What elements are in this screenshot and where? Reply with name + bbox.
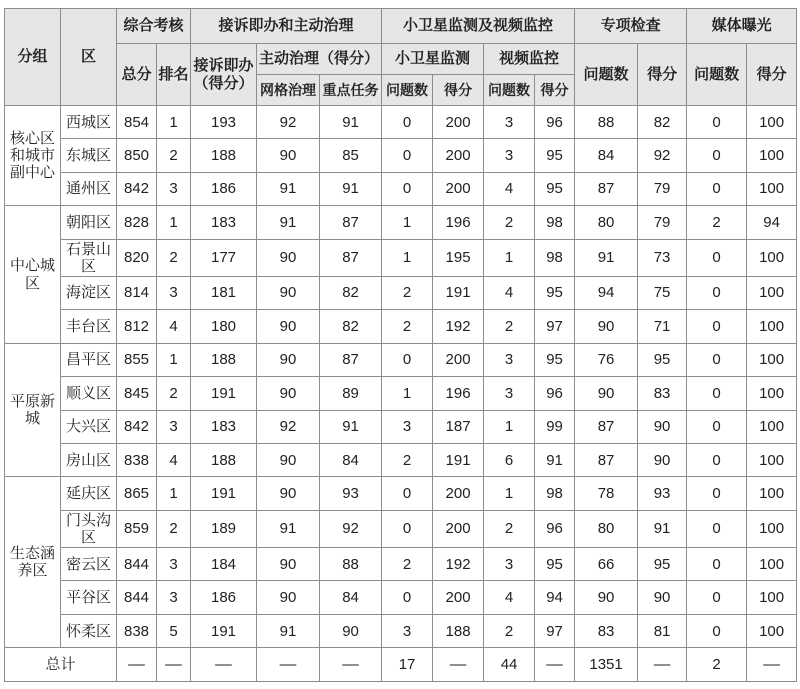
response-score-cell: 183 [191, 206, 257, 239]
special-problems-cell: 91 [575, 239, 638, 276]
grid-governance-cell: 90 [257, 444, 320, 477]
total-cell: –– [638, 648, 687, 682]
header-video-problems: 问题数 [484, 75, 535, 106]
rank-cell: 4 [157, 310, 191, 343]
media-problems-cell: 0 [687, 377, 747, 410]
rank-cell: 3 [157, 548, 191, 581]
video-problems-cell: 3 [484, 139, 535, 172]
grid-governance-cell: 92 [257, 410, 320, 443]
rank-cell: 1 [157, 477, 191, 510]
header-satellite-problems: 问题数 [382, 75, 433, 106]
total-score-cell: 838 [117, 614, 157, 647]
key-tasks-cell: 87 [320, 206, 382, 239]
district-cell: 大兴区 [61, 410, 117, 443]
table-row [5, 239, 797, 276]
special-problems-cell: 80 [575, 510, 638, 547]
media-score-cell: 100 [747, 310, 797, 343]
satellite-problems-cell: 2 [382, 276, 433, 309]
total-score-cell: 828 [117, 206, 157, 239]
district-cell: 顺义区 [61, 377, 117, 410]
total-score-cell: 855 [117, 343, 157, 376]
media-score-cell: 100 [747, 343, 797, 376]
special-score-cell: 83 [638, 377, 687, 410]
district-cell: 西城区 [61, 106, 117, 139]
satellite-score-cell: 187 [433, 410, 484, 443]
response-score-cell: 184 [191, 548, 257, 581]
grid-governance-cell: 90 [257, 310, 320, 343]
special-score-cell: 79 [638, 172, 687, 205]
header-video-score: 得分 [535, 75, 575, 106]
special-problems-cell: 83 [575, 614, 638, 647]
grid-governance-cell: 90 [257, 276, 320, 309]
key-tasks-cell: 84 [320, 444, 382, 477]
header-key-tasks: 重点任务 [320, 75, 382, 106]
total-cell: –– [747, 648, 797, 682]
grid-governance-cell: 90 [257, 581, 320, 614]
media-problems-cell: 0 [687, 310, 747, 343]
special-problems-cell: 90 [575, 377, 638, 410]
table-body [5, 106, 797, 682]
satellite-problems-cell: 3 [382, 614, 433, 647]
district-cell: 朝阳区 [61, 206, 117, 239]
media-score-cell: 100 [747, 172, 797, 205]
special-score-cell: 71 [638, 310, 687, 343]
group-cell: 中心城区 [5, 206, 61, 343]
rank-cell: 3 [157, 276, 191, 309]
total-score-cell: 865 [117, 477, 157, 510]
rank-cell: 1 [157, 106, 191, 139]
media-score-cell: 100 [747, 410, 797, 443]
district-cell: 海淀区 [61, 276, 117, 309]
media-score-cell: 100 [747, 106, 797, 139]
header-special-check: 专项检查 [575, 9, 687, 44]
satellite-problems-cell: 0 [382, 581, 433, 614]
total-row [5, 648, 797, 682]
total-cell: –– [157, 648, 191, 682]
key-tasks-cell: 92 [320, 510, 382, 547]
district-cell: 平谷区 [61, 581, 117, 614]
media-problems-cell: 0 [687, 410, 747, 443]
video-problems-cell: 6 [484, 444, 535, 477]
special-score-cell: 91 [638, 510, 687, 547]
district-cell: 东城区 [61, 139, 117, 172]
special-problems-cell: 90 [575, 581, 638, 614]
key-tasks-cell: 87 [320, 343, 382, 376]
rank-cell: 3 [157, 581, 191, 614]
header-comprehensive: 综合考核 [117, 9, 191, 44]
special-problems-cell: 78 [575, 477, 638, 510]
response-score-cell: 181 [191, 276, 257, 309]
response-score-cell: 186 [191, 581, 257, 614]
special-score-cell: 79 [638, 206, 687, 239]
total-cell: 1351 [575, 648, 638, 682]
total-cell: –– [433, 648, 484, 682]
media-score-cell: 94 [747, 206, 797, 239]
header-satellite: 小卫星监测 [382, 44, 484, 75]
satellite-score-cell: 200 [433, 106, 484, 139]
header-total-score: 总分 [117, 44, 157, 106]
video-score-cell: 98 [535, 206, 575, 239]
header-media-problems: 问题数 [687, 44, 747, 106]
grid-governance-cell: 90 [257, 139, 320, 172]
video-problems-cell: 1 [484, 410, 535, 443]
district-cell: 房山区 [61, 444, 117, 477]
media-problems-cell: 0 [687, 581, 747, 614]
rank-cell: 2 [157, 239, 191, 276]
video-score-cell: 96 [535, 510, 575, 547]
media-score-cell: 100 [747, 444, 797, 477]
special-score-cell: 95 [638, 548, 687, 581]
video-problems-cell: 4 [484, 581, 535, 614]
district-cell: 怀柔区 [61, 614, 117, 647]
total-cell: –– [257, 648, 320, 682]
video-problems-cell: 3 [484, 377, 535, 410]
header-response-governance: 接诉即办和主动治理 [191, 9, 382, 44]
rank-cell: 5 [157, 614, 191, 647]
header-video: 视频监控 [484, 44, 575, 75]
media-score-cell: 100 [747, 510, 797, 547]
table-row [5, 581, 797, 614]
special-score-cell: 75 [638, 276, 687, 309]
district-cell: 通州区 [61, 172, 117, 205]
grid-governance-cell: 91 [257, 510, 320, 547]
media-score-cell: 100 [747, 477, 797, 510]
header-active-governance: 主动治理（得分） [257, 44, 382, 75]
satellite-score-cell: 195 [433, 239, 484, 276]
media-score-cell: 100 [747, 139, 797, 172]
table-header [5, 9, 797, 106]
media-score-cell: 100 [747, 276, 797, 309]
video-problems-cell: 2 [484, 310, 535, 343]
response-score-cell: 188 [191, 139, 257, 172]
video-problems-cell: 4 [484, 172, 535, 205]
key-tasks-cell: 82 [320, 310, 382, 343]
video-score-cell: 91 [535, 444, 575, 477]
response-score-cell: 191 [191, 377, 257, 410]
table-row [5, 614, 797, 647]
key-tasks-cell: 84 [320, 581, 382, 614]
special-problems-cell: 88 [575, 106, 638, 139]
video-score-cell: 94 [535, 581, 575, 614]
media-problems-cell: 0 [687, 444, 747, 477]
video-problems-cell: 1 [484, 239, 535, 276]
special-score-cell: 81 [638, 614, 687, 647]
header-grid-governance: 网格治理 [257, 75, 320, 106]
header-district: 区 [61, 9, 117, 106]
grid-governance-cell: 90 [257, 239, 320, 276]
video-problems-cell: 1 [484, 477, 535, 510]
response-score-cell: 188 [191, 343, 257, 376]
total-score-cell: 838 [117, 444, 157, 477]
header-response-score: 接诉即办（得分） [191, 44, 257, 106]
header-special-score: 得分 [638, 44, 687, 106]
table-row [5, 310, 797, 343]
media-score-cell: 100 [747, 581, 797, 614]
table-row [5, 377, 797, 410]
video-problems-cell: 3 [484, 548, 535, 581]
grid-governance-cell: 90 [257, 477, 320, 510]
video-score-cell: 95 [535, 343, 575, 376]
rank-cell: 2 [157, 510, 191, 547]
header-media-score: 得分 [747, 44, 797, 106]
assessment-table [4, 8, 797, 682]
response-score-cell: 193 [191, 106, 257, 139]
total-score-cell: 844 [117, 581, 157, 614]
grid-governance-cell: 91 [257, 614, 320, 647]
media-score-cell: 100 [747, 377, 797, 410]
media-problems-cell: 0 [687, 172, 747, 205]
header-special-problems: 问题数 [575, 44, 638, 106]
total-label: 总计 [5, 648, 117, 682]
media-score-cell: 100 [747, 548, 797, 581]
video-score-cell: 95 [535, 548, 575, 581]
total-cell: 44 [484, 648, 535, 682]
group-cell: 生态涵养区 [5, 477, 61, 648]
satellite-problems-cell: 0 [382, 343, 433, 376]
video-score-cell: 97 [535, 614, 575, 647]
video-problems-cell: 2 [484, 510, 535, 547]
key-tasks-cell: 85 [320, 139, 382, 172]
total-score-cell: 850 [117, 139, 157, 172]
special-problems-cell: 84 [575, 139, 638, 172]
table-row [5, 139, 797, 172]
special-score-cell: 82 [638, 106, 687, 139]
group-cell: 平原新城 [5, 343, 61, 477]
group-cell: 核心区和城市副中心 [5, 106, 61, 206]
grid-governance-cell: 91 [257, 206, 320, 239]
header-satellite-score: 得分 [433, 75, 484, 106]
satellite-score-cell: 200 [433, 581, 484, 614]
key-tasks-cell: 91 [320, 106, 382, 139]
satellite-score-cell: 191 [433, 276, 484, 309]
key-tasks-cell: 88 [320, 548, 382, 581]
response-score-cell: 188 [191, 444, 257, 477]
media-score-cell: 100 [747, 239, 797, 276]
total-cell: –– [320, 648, 382, 682]
rank-cell: 1 [157, 206, 191, 239]
media-problems-cell: 2 [687, 206, 747, 239]
video-problems-cell: 2 [484, 206, 535, 239]
satellite-problems-cell: 3 [382, 410, 433, 443]
satellite-score-cell: 200 [433, 477, 484, 510]
satellite-problems-cell: 0 [382, 477, 433, 510]
media-problems-cell: 0 [687, 239, 747, 276]
table-row [5, 510, 797, 547]
rank-cell: 3 [157, 172, 191, 205]
video-score-cell: 97 [535, 310, 575, 343]
video-score-cell: 96 [535, 106, 575, 139]
grid-governance-cell: 92 [257, 106, 320, 139]
district-cell: 密云区 [61, 548, 117, 581]
total-score-cell: 854 [117, 106, 157, 139]
video-score-cell: 98 [535, 477, 575, 510]
satellite-score-cell: 188 [433, 614, 484, 647]
header-satellite-video: 小卫星监测及视频监控 [382, 9, 575, 44]
key-tasks-cell: 87 [320, 239, 382, 276]
satellite-problems-cell: 0 [382, 139, 433, 172]
header-media: 媒体曝光 [687, 9, 797, 44]
satellite-problems-cell: 1 [382, 239, 433, 276]
rank-cell: 1 [157, 343, 191, 376]
key-tasks-cell: 89 [320, 377, 382, 410]
total-cell: –– [535, 648, 575, 682]
video-problems-cell: 2 [484, 614, 535, 647]
table-row [5, 106, 797, 139]
satellite-score-cell: 200 [433, 510, 484, 547]
total-score-cell: 814 [117, 276, 157, 309]
rank-cell: 4 [157, 444, 191, 477]
total-cell: –– [117, 648, 157, 682]
video-problems-cell: 4 [484, 276, 535, 309]
special-problems-cell: 94 [575, 276, 638, 309]
satellite-problems-cell: 0 [382, 172, 433, 205]
satellite-score-cell: 200 [433, 172, 484, 205]
media-score-cell: 100 [747, 614, 797, 647]
media-problems-cell: 0 [687, 276, 747, 309]
satellite-score-cell: 196 [433, 206, 484, 239]
header-group: 分组 [5, 9, 61, 106]
special-score-cell: 92 [638, 139, 687, 172]
video-score-cell: 95 [535, 172, 575, 205]
response-score-cell: 186 [191, 172, 257, 205]
media-problems-cell: 0 [687, 614, 747, 647]
total-score-cell: 812 [117, 310, 157, 343]
satellite-problems-cell: 2 [382, 548, 433, 581]
special-problems-cell: 66 [575, 548, 638, 581]
response-score-cell: 180 [191, 310, 257, 343]
response-score-cell: 191 [191, 477, 257, 510]
special-score-cell: 95 [638, 343, 687, 376]
response-score-cell: 183 [191, 410, 257, 443]
satellite-score-cell: 191 [433, 444, 484, 477]
media-problems-cell: 0 [687, 477, 747, 510]
table-row [5, 206, 797, 239]
satellite-problems-cell: 1 [382, 206, 433, 239]
total-score-cell: 859 [117, 510, 157, 547]
special-score-cell: 90 [638, 444, 687, 477]
satellite-score-cell: 200 [433, 139, 484, 172]
table-row [5, 343, 797, 376]
video-problems-cell: 3 [484, 343, 535, 376]
response-score-cell: 189 [191, 510, 257, 547]
rank-cell: 2 [157, 139, 191, 172]
special-problems-cell: 76 [575, 343, 638, 376]
key-tasks-cell: 90 [320, 614, 382, 647]
video-score-cell: 95 [535, 276, 575, 309]
district-cell: 延庆区 [61, 477, 117, 510]
total-score-cell: 844 [117, 548, 157, 581]
satellite-score-cell: 192 [433, 310, 484, 343]
total-score-cell: 842 [117, 410, 157, 443]
district-cell: 昌平区 [61, 343, 117, 376]
table-row [5, 276, 797, 309]
special-problems-cell: 87 [575, 444, 638, 477]
special-problems-cell: 80 [575, 206, 638, 239]
video-problems-cell: 3 [484, 106, 535, 139]
total-score-cell: 820 [117, 239, 157, 276]
total-cell: 2 [687, 648, 747, 682]
special-score-cell: 90 [638, 410, 687, 443]
special-problems-cell: 87 [575, 172, 638, 205]
key-tasks-cell: 93 [320, 477, 382, 510]
special-score-cell: 93 [638, 477, 687, 510]
district-cell: 门头沟区 [61, 510, 117, 547]
video-score-cell: 99 [535, 410, 575, 443]
total-score-cell: 842 [117, 172, 157, 205]
media-problems-cell: 0 [687, 548, 747, 581]
satellite-problems-cell: 1 [382, 377, 433, 410]
total-cell: 17 [382, 648, 433, 682]
grid-governance-cell: 90 [257, 377, 320, 410]
satellite-score-cell: 196 [433, 377, 484, 410]
table-row [5, 172, 797, 205]
rank-cell: 3 [157, 410, 191, 443]
satellite-score-cell: 192 [433, 548, 484, 581]
satellite-problems-cell: 2 [382, 310, 433, 343]
response-score-cell: 191 [191, 614, 257, 647]
key-tasks-cell: 91 [320, 410, 382, 443]
media-problems-cell: 0 [687, 343, 747, 376]
table-row [5, 548, 797, 581]
video-score-cell: 96 [535, 377, 575, 410]
grid-governance-cell: 91 [257, 172, 320, 205]
district-cell: 丰台区 [61, 310, 117, 343]
special-score-cell: 73 [638, 239, 687, 276]
media-problems-cell: 0 [687, 139, 747, 172]
rank-cell: 2 [157, 377, 191, 410]
total-cell: –– [191, 648, 257, 682]
special-score-cell: 90 [638, 581, 687, 614]
satellite-problems-cell: 2 [382, 444, 433, 477]
total-score-cell: 845 [117, 377, 157, 410]
table-row [5, 444, 797, 477]
media-problems-cell: 0 [687, 510, 747, 547]
video-score-cell: 98 [535, 239, 575, 276]
key-tasks-cell: 91 [320, 172, 382, 205]
satellite-problems-cell: 0 [382, 106, 433, 139]
grid-governance-cell: 90 [257, 548, 320, 581]
district-cell: 石景山区 [61, 239, 117, 276]
key-tasks-cell: 82 [320, 276, 382, 309]
special-problems-cell: 90 [575, 310, 638, 343]
header-rank: 排名 [157, 44, 191, 106]
table-row [5, 477, 797, 510]
response-score-cell: 177 [191, 239, 257, 276]
table-row [5, 410, 797, 443]
grid-governance-cell: 90 [257, 343, 320, 376]
media-problems-cell: 0 [687, 106, 747, 139]
special-problems-cell: 87 [575, 410, 638, 443]
video-score-cell: 95 [535, 139, 575, 172]
satellite-problems-cell: 0 [382, 510, 433, 547]
satellite-score-cell: 200 [433, 343, 484, 376]
